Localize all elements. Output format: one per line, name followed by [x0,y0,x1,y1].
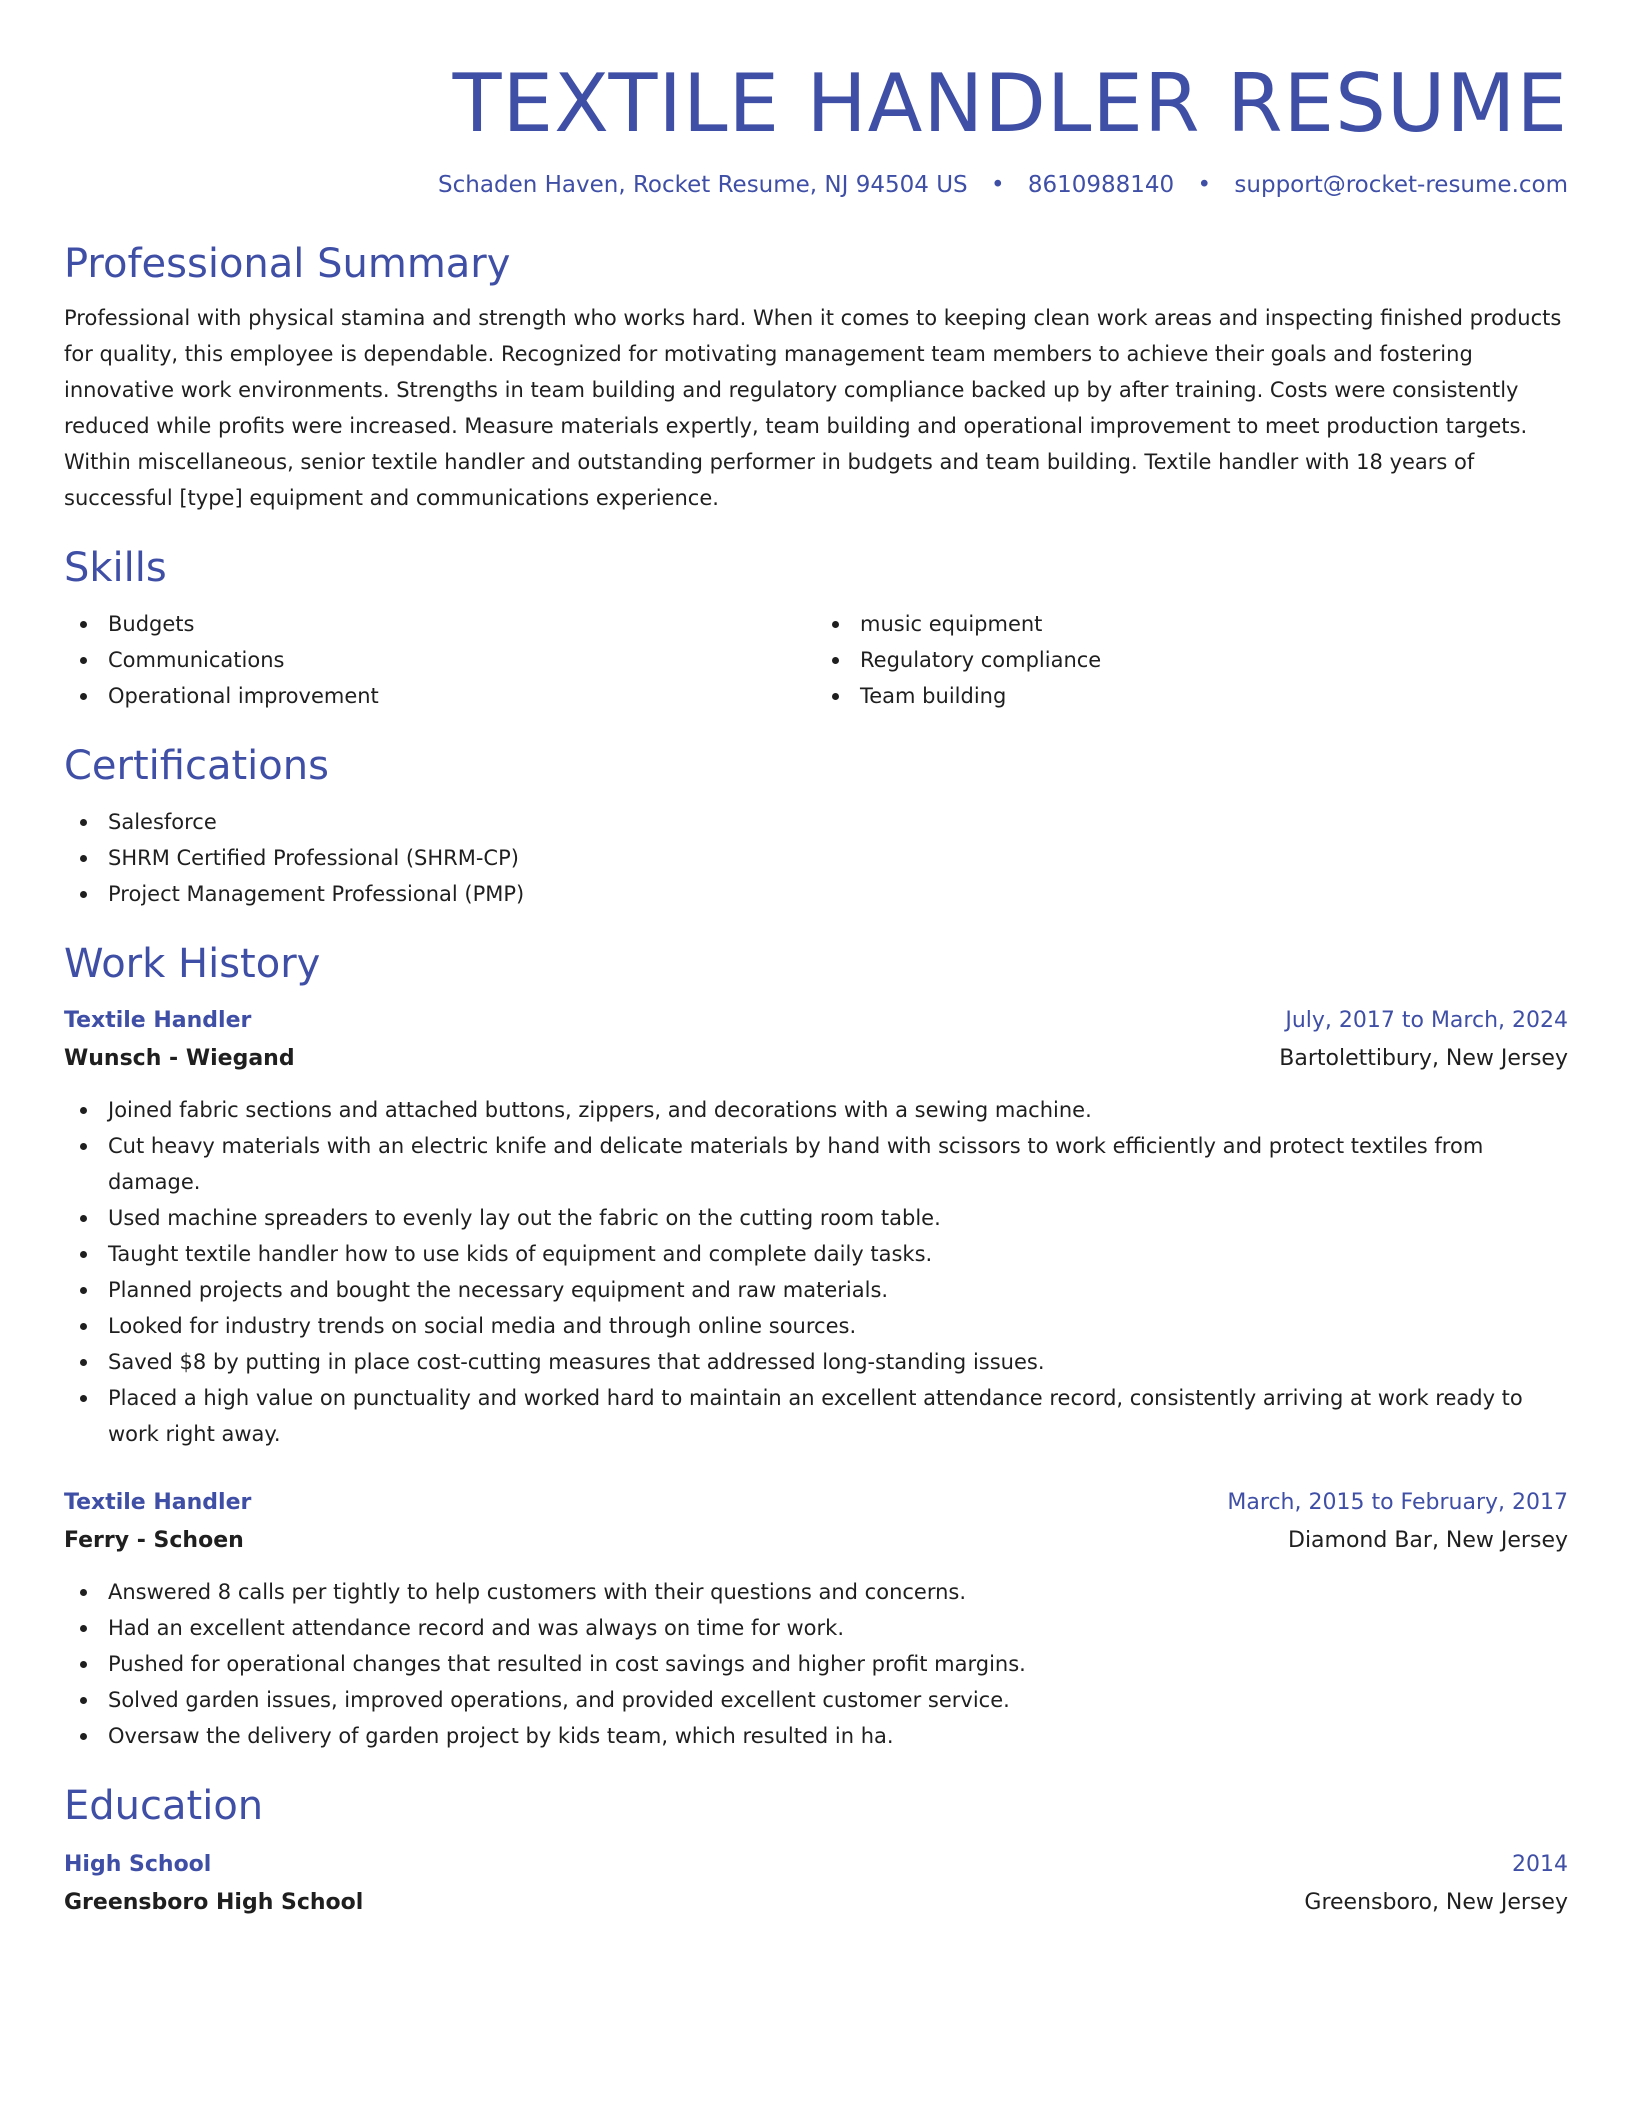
certifications-section [64,742,1568,912]
contact-separator: • [990,172,1005,198]
job-bullet: Planned projects and bought the necessary equipment and raw materials. [64,1272,1568,1308]
certification-item: Project Management Professional (PMP) [64,876,1568,912]
skills-heading: Skills [64,545,167,591]
education-school: Greensboro High School [64,1890,364,1915]
resume-header [64,56,1568,200]
job-header-row [64,1484,1568,1522]
skills-list-right [816,606,1568,714]
education-header-row [64,1846,1568,1884]
contact-separator: • [1197,172,1212,198]
job-entry [64,1002,1568,1452]
work-history-section [64,940,1568,1754]
skill-item: music equipment [816,606,1568,642]
skill-item: Team building [816,678,1568,714]
job-location: Bartolettibury, New Jersey [1279,1046,1568,1071]
job-bullet: Saved $8 by putting in place cost-cutting measures that addressed long-standing issues. [64,1344,1568,1380]
education-entry [64,1846,1568,1922]
education-location: Greensboro, New Jersey [1304,1890,1568,1915]
certification-item: SHRM Certified Professional (SHRM-CP) [64,840,1568,876]
skill-item: Budgets [64,606,816,642]
education-degree: High School [64,1852,212,1877]
job-bullet: Placed a high value on punctuality and worked hard to maintain an excellent attendance record, consistently arriving at work ready to work right away. [64,1380,1568,1452]
skill-item: Operational improvement [64,678,816,714]
skills-columns [64,606,1568,714]
skill-item: Regulatory compliance [816,642,1568,678]
job-bullets [64,1574,1568,1754]
job-company-row [64,1522,1568,1560]
certifications-list [64,804,1568,912]
certifications-heading: Certifications [64,743,329,789]
job-dates: March, 2015 to February, 2017 [1227,1490,1568,1515]
job-bullet: Pushed for operational changes that resulted in cost savings and higher profit margins. [64,1646,1568,1682]
job-title: Textile Handler [64,1490,252,1515]
skills-section [64,544,1568,714]
job-entry [64,1484,1568,1754]
skill-item: Communications [64,642,816,678]
education-section [64,1782,1568,1922]
certification-item: Salesforce [64,804,1568,840]
job-company-row [64,1040,1568,1078]
job-location: Diamond Bar, New Jersey [1288,1528,1568,1553]
summary-section [64,240,1568,516]
contact-line [64,170,1568,200]
job-dates: July, 2017 to March, 2024 [1285,1008,1568,1033]
education-heading: Education [64,1783,264,1829]
job-bullet: Oversaw the delivery of garden project by kids team, which resulted in ha. [64,1718,1568,1754]
job-company: Wunsch - Wiegand [64,1046,295,1071]
resume-title: TEXTILE HANDLER RESUME [452,57,1568,150]
job-header-row [64,1002,1568,1040]
summary-heading: Professional Summary [64,241,511,287]
job-bullet: Answered 8 calls per tightly to help customers with their questions and concerns. [64,1574,1568,1610]
job-bullet: Used machine spreaders to evenly lay out the fabric on the cutting room table. [64,1200,1568,1236]
job-bullet: Taught textile handler how to use kids of equipment and complete daily tasks. [64,1236,1568,1272]
job-bullet: Joined fabric sections and attached buttons, zippers, and decorations with a sewing machine. [64,1092,1568,1128]
job-bullets [64,1092,1568,1452]
contact-address: Schaden Haven, Rocket Resume, NJ 94504 US [438,172,968,198]
education-school-row [64,1884,1568,1922]
job-bullet: Looked for industry trends on social media and through online sources. [64,1308,1568,1344]
job-title: Textile Handler [64,1008,252,1033]
job-bullet: Had an excellent attendance record and was always on time for work. [64,1610,1568,1646]
skills-list-left [64,606,816,714]
job-company: Ferry - Schoen [64,1528,244,1553]
contact-email: support@rocket-resume.com [1234,172,1568,198]
education-year: 2014 [1512,1852,1568,1877]
job-bullet: Solved garden issues, improved operations, and provided excellent customer service. [64,1682,1568,1718]
job-bullet: Cut heavy materials with an electric knife and delicate materials by hand with scissors to work efficiently and protect textiles from damage. [64,1128,1568,1200]
summary-text: Professional with physical stamina and strength who works hard. When it comes to keeping clean work areas and inspecting finished products for quality, this employee is dependable. Recognized for motivating management team members to achieve their goals and fostering innovative work environments. Strengths in team building and regulatory compliance backed up by after training. Costs were consistently reduced while profits were increased. Measure materials expertly, team building and operational improvement to meet production targets. Within miscellaneous, senior textile handler and outstanding performer in budgets and team building. Textile handler with 18 years of successful [type] equipment and communications experience. [64,306,1562,510]
contact-phone: 8610988140 [1027,172,1175,198]
work-history-heading: Work History [64,941,321,987]
